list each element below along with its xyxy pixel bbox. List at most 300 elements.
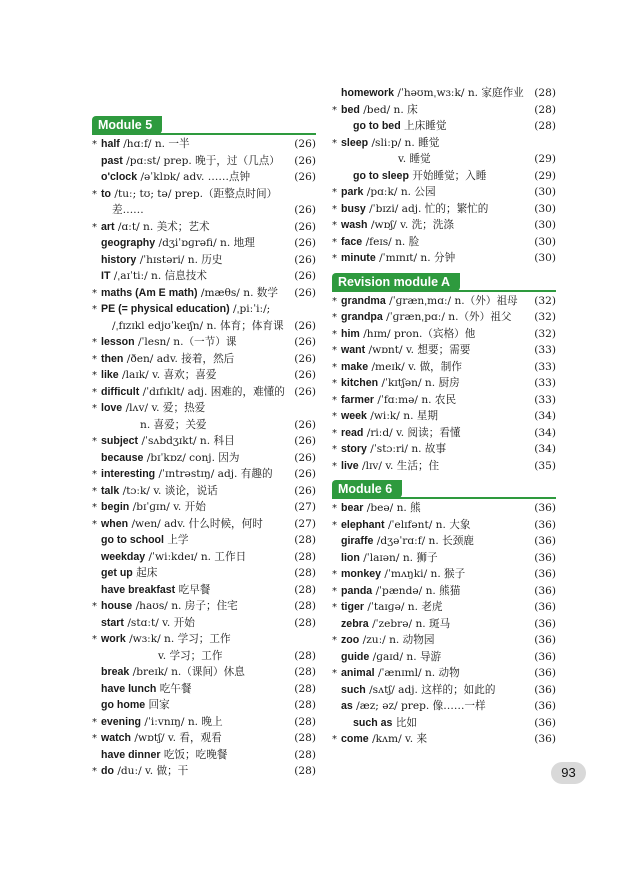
entry-definition: /kʌm/ v. 来: [372, 733, 428, 745]
vocab-entry: [92, 153, 316, 169]
entry-definition: 上学: [167, 534, 189, 546]
entry-definition: /feɪs/ n. 脸: [365, 235, 420, 248]
module-divider: [332, 497, 556, 499]
star-icon: *: [332, 187, 337, 198]
entry-page: (33): [534, 344, 556, 356]
entry-page: (30): [534, 202, 556, 215]
entry-word: go home: [101, 699, 146, 711]
vocab-entry: [92, 235, 316, 251]
entry-page: (30): [534, 219, 556, 231]
entry-definition: /sliːp/ n. 睡觉: [371, 136, 440, 149]
entry-page: (26): [294, 286, 316, 299]
entry-word: such: [341, 683, 366, 696]
entry-definition: /ˈzebrə/ n. 斑马: [372, 617, 451, 630]
entry-page: (26): [294, 270, 316, 282]
entry-word: as: [341, 700, 353, 712]
entry-word: farmer: [341, 393, 374, 406]
vocab-entry: [92, 400, 316, 416]
entry-definition: /ˈfɑːmə/ n. 农民: [377, 393, 457, 406]
entry-definition: /hɪm/ pron.（宾格）他: [363, 327, 476, 340]
entry-definition: /bɪˈkɒz/ conj. 因为: [146, 451, 240, 464]
entry-word: want: [341, 344, 366, 356]
entry-page: (26): [294, 336, 316, 348]
vocab-entry: [92, 301, 316, 317]
entry-page: (30): [534, 252, 556, 264]
vocab-entry: [92, 516, 316, 532]
star-icon: *: [92, 716, 97, 728]
entry-text: v. 睡觉: [398, 153, 431, 165]
entry-definition: /ˈdɪfɪklt/ adj. 困难的，难懂的: [142, 385, 285, 398]
vocab-entry: [332, 599, 556, 615]
entry-word: then: [101, 352, 124, 365]
vocab-entry: [332, 665, 556, 681]
module-header: [92, 116, 316, 138]
star-icon: *: [92, 304, 97, 315]
entry-definition: /ˈtaɪɡə/ n. 老虎: [367, 601, 443, 613]
entry-definition: /pɑːst/ prep. 晚于，过（几点）: [126, 154, 280, 167]
star-icon: *: [332, 503, 337, 514]
vocab-entry: [332, 698, 556, 714]
entry-page: (34): [534, 410, 556, 422]
vocab-entry: [332, 135, 556, 151]
entry-definition: 开始睡觉；入睡: [412, 169, 487, 182]
entry-page: (28): [294, 765, 316, 777]
star-icon: *: [332, 220, 337, 231]
entry-definition: /ˈmɪnɪt/ n. 分钟: [379, 252, 456, 264]
entry-page: (34): [534, 443, 556, 455]
star-icon: *: [92, 188, 97, 200]
entry-page: (36): [534, 535, 556, 547]
entry-word: begin: [101, 501, 130, 513]
entry-word: go to school: [101, 534, 164, 546]
entry-word: PE (= physical education): [101, 303, 230, 315]
entry-definition: /wɒtʃ/ v. 看，观看: [134, 732, 222, 744]
vocab-entry: [92, 747, 316, 763]
star-icon: *: [332, 394, 337, 406]
entry-page: (28): [294, 732, 316, 744]
vocab-entry: [332, 392, 556, 408]
vocab-entry: [332, 326, 556, 342]
entry-definition: /ˈsʌbdʒɪkt/ n. 科目: [141, 435, 235, 447]
entry-page: (28): [294, 699, 316, 711]
module-header: [332, 480, 556, 502]
vocab-entry: [332, 550, 556, 566]
entry-page: (28): [294, 666, 316, 678]
entry-definition: 回家: [148, 699, 170, 711]
entry-page: (28): [534, 120, 556, 132]
entry-definition: /dʒəˈrɑːf/ n. 长颈鹿: [376, 535, 474, 547]
entry-page: (26): [294, 369, 316, 381]
module-divider: [332, 290, 556, 292]
entry-word: because: [101, 451, 144, 464]
star-icon: *: [92, 370, 97, 381]
vocab-entry: [332, 293, 556, 309]
entry-page: (33): [534, 377, 556, 389]
entry-word: busy: [341, 202, 366, 215]
entry-definition: /wɒnt/ v. 想要；需要: [368, 344, 471, 356]
entry-page: (36): [534, 716, 556, 729]
entry-word: difficult: [101, 385, 140, 398]
page-number: 93: [551, 762, 586, 784]
entry-word: zoo: [341, 634, 360, 646]
vocab-entry: [332, 731, 556, 747]
entry-definition: /stɑːt/ v. 开始: [127, 616, 195, 629]
vocab-entry: [92, 252, 316, 268]
entry-page: (29): [534, 169, 556, 182]
entry-word: talk: [101, 484, 120, 497]
entry-definition: /ˈkɪtʃən/ n. 厨房: [381, 377, 460, 389]
entry-page: (26): [294, 352, 316, 365]
star-icon: *: [332, 668, 337, 679]
entry-word: grandma: [341, 294, 386, 307]
vocab-entry: [92, 615, 316, 631]
entry-page: (28): [294, 583, 316, 596]
vocab-entry: [332, 375, 556, 391]
entry-page: (36): [534, 518, 556, 531]
entry-word: live: [341, 459, 359, 472]
entry-word: subject: [101, 435, 139, 447]
vocab-entry: [92, 169, 316, 185]
entry-definition: /wiːk/ n. 星期: [370, 410, 438, 422]
entry-word: kitchen: [341, 377, 379, 389]
entry-page: (36): [534, 502, 556, 514]
entry-word: evening: [101, 715, 142, 728]
vocab-entry: [332, 616, 556, 632]
entry-page: (34): [534, 426, 556, 439]
entry-page: (26): [294, 484, 316, 497]
entry-definition: /ˈmʌŋki/ n. 猴子: [384, 568, 466, 580]
entry-definition: /ˈhɪstəri/ n. 历史: [139, 253, 223, 266]
vocab-entry: [332, 201, 556, 217]
entry-page: (36): [534, 601, 556, 613]
entry-word: such as: [353, 716, 393, 729]
entry-word: animal: [341, 667, 375, 679]
entry-definition: /ˈstɔːri/ n. 故事: [370, 443, 447, 455]
star-icon: *: [92, 469, 97, 480]
entry-definition: /ˈbɪzi/ adj. 忙的；繁忙的: [369, 202, 489, 215]
star-icon: *: [332, 104, 337, 116]
entry-definition: 吃饭；吃晚餐: [163, 748, 228, 761]
vocab-entry: [92, 483, 316, 499]
entry-definition: /mæθs/ n. 数学: [200, 286, 278, 299]
entry-word: monkey: [341, 568, 382, 580]
entry-word: get up: [101, 567, 133, 579]
entry-page: (36): [534, 617, 556, 630]
entry-page: (29): [534, 153, 556, 165]
entry-word: week: [341, 410, 367, 422]
vocab-entry: [332, 425, 556, 441]
vocab-entry: [332, 118, 556, 134]
entry-page: (36): [534, 733, 556, 745]
entry-word: have lunch: [101, 682, 157, 695]
entry-word: when: [101, 517, 129, 530]
entry-word: watch: [101, 732, 132, 744]
vocab-entry: [92, 268, 316, 284]
entry-definition: /duː/ v. 做；干: [117, 765, 189, 777]
star-icon: *: [92, 436, 97, 447]
entry-page: (28): [294, 748, 316, 761]
entry-definition: 比如: [395, 716, 418, 729]
vocab-entry: [92, 763, 316, 779]
star-icon: *: [92, 221, 97, 233]
vocab-entry: [332, 309, 556, 325]
star-icon: *: [332, 602, 337, 613]
vocab-entry: [92, 466, 316, 482]
star-icon: *: [332, 328, 337, 340]
entry-page: (36): [534, 650, 556, 663]
star-icon: *: [92, 518, 97, 530]
star-icon: *: [332, 444, 337, 455]
entry-word: make: [341, 360, 369, 373]
star-icon: *: [332, 519, 337, 531]
star-icon: *: [332, 236, 337, 248]
star-icon: *: [332, 312, 337, 323]
vocab-entry: [332, 342, 556, 358]
vocab-entry: [332, 102, 556, 118]
vocab-entry: [332, 250, 556, 266]
star-icon: *: [92, 485, 97, 497]
entry-definition: /ˈelɪfənt/ n. 大象: [387, 518, 471, 531]
entry-word: park: [341, 186, 364, 198]
entry-definition: /ˌpiːˈiː/;: [233, 303, 271, 315]
entry-page: (26): [294, 435, 316, 447]
entry-word: him: [341, 327, 360, 340]
star-icon: *: [92, 287, 97, 299]
vocab-entry: [332, 583, 556, 599]
entry-page: (28): [294, 534, 316, 546]
entry-page: (32): [534, 294, 556, 307]
vocab-entry: [332, 408, 556, 424]
vocab-entry: [92, 565, 316, 581]
entry-definition: /əˈklɒk/ adv. ……点钟: [140, 171, 251, 183]
star-icon: *: [92, 353, 97, 365]
entry-page: (28): [294, 715, 316, 728]
module-title: Module 5: [92, 116, 162, 134]
entry-definition: /lɪv/ v. 生活；住: [362, 459, 440, 472]
entry-definition: /wɜːk/ n. 学习；工作: [129, 633, 231, 645]
star-icon: *: [332, 635, 337, 646]
entry-definition: /sʌtʃ/ adj. 这样的；如此的: [369, 683, 496, 696]
star-icon: *: [332, 253, 337, 264]
entry-page: (28): [294, 682, 316, 695]
entry-definition: /wen/ adv. 什么时候，何时: [131, 517, 263, 530]
entry-continuation: [332, 151, 556, 167]
entry-definition: /ˌaɪˈtiː/ n. 信息技术: [113, 270, 207, 282]
entry-text: 差……: [112, 204, 144, 216]
entry-word: start: [101, 616, 124, 629]
entry-word: sleep: [341, 136, 369, 149]
entry-page: (28): [294, 567, 316, 579]
vocab-entry: [92, 631, 316, 647]
entry-page: (26): [294, 204, 316, 216]
entry-definition: /lʌv/ v. 爱；热爱: [125, 402, 206, 414]
vocab-entry: [332, 649, 556, 665]
vocab-entry: [332, 458, 556, 474]
entry-word: break: [101, 666, 130, 678]
star-icon: *: [332, 295, 337, 307]
entry-definition: /ɑːt/ n. 美术；艺术: [117, 220, 210, 233]
entry-word: bear: [341, 502, 364, 514]
entry-page: (32): [534, 327, 556, 340]
entry-word: go to bed: [353, 120, 401, 132]
entry-page: (27): [294, 517, 316, 530]
vocab-entry: [92, 433, 316, 449]
entry-page: (28): [294, 600, 316, 612]
entry-definition: /tɔːk/ v. 谈论，说话: [122, 484, 218, 497]
entry-definition: /ˈænɪml/ n. 动物: [377, 667, 460, 679]
entry-word: tiger: [341, 601, 364, 613]
vocab-entry: [332, 184, 556, 200]
entry-word: house: [101, 600, 133, 612]
entry-page: (30): [534, 235, 556, 248]
vocab-entry: [92, 285, 316, 301]
star-icon: *: [332, 734, 337, 745]
entry-definition: /dʒiˈɒɡrəfi/ n. 地理: [158, 237, 255, 249]
vocab-entry: [92, 598, 316, 614]
entry-page: (26): [294, 385, 316, 398]
vocab-entry: [332, 217, 556, 233]
entry-definition: /ˈwiːkdeɪ/ n. 工作日: [148, 550, 247, 563]
star-icon: *: [332, 361, 337, 373]
entry-word: homework: [341, 87, 394, 99]
entry-page: (26): [294, 319, 316, 332]
entry-page: (36): [534, 700, 556, 712]
entry-definition: /zuː/ n. 动物园: [362, 634, 435, 646]
entry-word: do: [101, 765, 114, 777]
entry-word: to: [101, 187, 111, 200]
entry-page: (33): [534, 393, 556, 406]
entry-definition: /hɑːf/ n. 一半: [123, 138, 190, 150]
entry-page: (26): [294, 253, 316, 266]
entry-page: (26): [294, 237, 316, 249]
module-title: Revision module A: [332, 273, 460, 291]
star-icon: *: [332, 460, 337, 472]
entry-definition: /ðen/ adv. 接着，然后: [126, 352, 235, 365]
vocab-entry: [92, 186, 316, 202]
entry-definition: /breɪk/ n.（课间）休息: [132, 666, 245, 678]
entry-definition: /laɪk/ v. 喜欢；喜爱: [122, 369, 217, 381]
entry-definition: /ˈɡrænˌpɑː/ n.（外）祖父: [386, 311, 512, 323]
star-icon: *: [92, 386, 97, 398]
vocab-entry: [332, 234, 556, 250]
entry-page: (28): [294, 616, 316, 629]
entry-word: grandpa: [341, 311, 383, 323]
entry-word: interesting: [101, 468, 156, 480]
entry-word: lesson: [101, 336, 135, 348]
entry-definition: /ˈiːvnɪŋ/ n. 晚上: [144, 715, 223, 728]
entry-definition: /beə/ n. 熊: [366, 502, 421, 514]
vocab-entry: [332, 682, 556, 698]
vocab-entry: [332, 632, 556, 648]
vocab-entry: [332, 566, 556, 582]
entry-word: love: [101, 402, 123, 414]
entry-page: (26): [294, 468, 316, 480]
entry-page: (28): [534, 103, 556, 116]
entry-definition: /æz; əz/ prep. 像……一样: [356, 700, 486, 712]
entry-word: have breakfast: [101, 583, 176, 596]
star-icon: *: [92, 403, 97, 414]
entry-definition: /tuː; tʊ; tə/ prep.（距整点时间）: [114, 187, 278, 200]
entry-page: (32): [534, 311, 556, 323]
star-icon: *: [332, 378, 337, 389]
vocab-entry: [92, 664, 316, 680]
entry-word: read: [341, 426, 364, 439]
entry-word: IT: [101, 270, 111, 282]
entry-word: zebra: [341, 617, 369, 630]
entry-definition: /ˈpændə/ n. 熊猫: [375, 584, 461, 597]
star-icon: *: [332, 411, 337, 422]
entry-word: go to sleep: [353, 169, 409, 182]
vocab-entry: [92, 219, 316, 235]
entry-page: (26): [294, 171, 316, 183]
entry-continuation: [92, 648, 316, 664]
entry-definition: 上床睡觉: [404, 120, 447, 132]
vocab-entry: [92, 367, 316, 383]
star-icon: *: [332, 345, 337, 356]
vocab-entry: [332, 85, 556, 101]
entry-text: v. 学习；工作: [158, 649, 223, 662]
entry-word: art: [101, 220, 115, 233]
vocab-entry: [92, 681, 316, 697]
entry-page: (27): [294, 501, 316, 513]
entry-word: maths (Am E math): [101, 286, 198, 299]
star-icon: *: [92, 502, 97, 513]
star-icon: *: [92, 601, 97, 612]
vocab-entry: [92, 697, 316, 713]
vocab-entry: [92, 532, 316, 548]
star-icon: *: [92, 337, 97, 348]
entry-word: elephant: [341, 518, 385, 531]
entry-continuation: [92, 417, 316, 433]
entry-definition: /bed/ n. 床: [363, 103, 418, 116]
entry-page: (36): [534, 551, 556, 564]
entry-page: (26): [294, 220, 316, 233]
star-icon: *: [332, 569, 337, 580]
vocab-entry: [92, 136, 316, 152]
entry-word: bed: [341, 103, 360, 116]
entry-definition: /riːd/ v. 阅读；看懂: [366, 426, 461, 439]
entry-page: (36): [534, 584, 556, 597]
entry-word: history: [101, 253, 137, 266]
entry-definition: /pɑːk/ n. 公园: [366, 186, 436, 198]
vocab-entry: [332, 533, 556, 549]
vocab-entry: [332, 500, 556, 516]
entry-definition: /bɪˈɡɪn/ v. 开始: [132, 501, 206, 513]
entry-word: o'clock: [101, 171, 138, 183]
entry-page: (26): [294, 138, 316, 150]
vocab-entry: [332, 517, 556, 533]
entry-definition: 吃早餐: [178, 583, 211, 596]
entry-continuation: [92, 318, 316, 334]
vocab-entry: [332, 441, 556, 457]
entry-continuation: [92, 202, 316, 218]
entry-definition: /wɒʃ/ v. 洗；洗涤: [370, 219, 454, 231]
entry-word: story: [341, 443, 367, 455]
entry-page: (36): [534, 683, 556, 696]
vocab-entry: [92, 549, 316, 565]
star-icon: *: [92, 139, 97, 150]
entry-word: minute: [341, 252, 376, 264]
entry-page: (36): [534, 634, 556, 646]
entry-definition: /ɡaɪd/ n. 导游: [372, 650, 442, 663]
entry-page: (35): [534, 459, 556, 472]
entry-definition: /ˈɪntrəstɪŋ/ adj. 有趣的: [158, 468, 273, 480]
entry-word: weekday: [101, 550, 146, 563]
entry-page: (26): [294, 451, 316, 464]
entry-word: like: [101, 369, 119, 381]
module-divider: [92, 133, 316, 135]
entry-page: (26): [294, 154, 316, 167]
